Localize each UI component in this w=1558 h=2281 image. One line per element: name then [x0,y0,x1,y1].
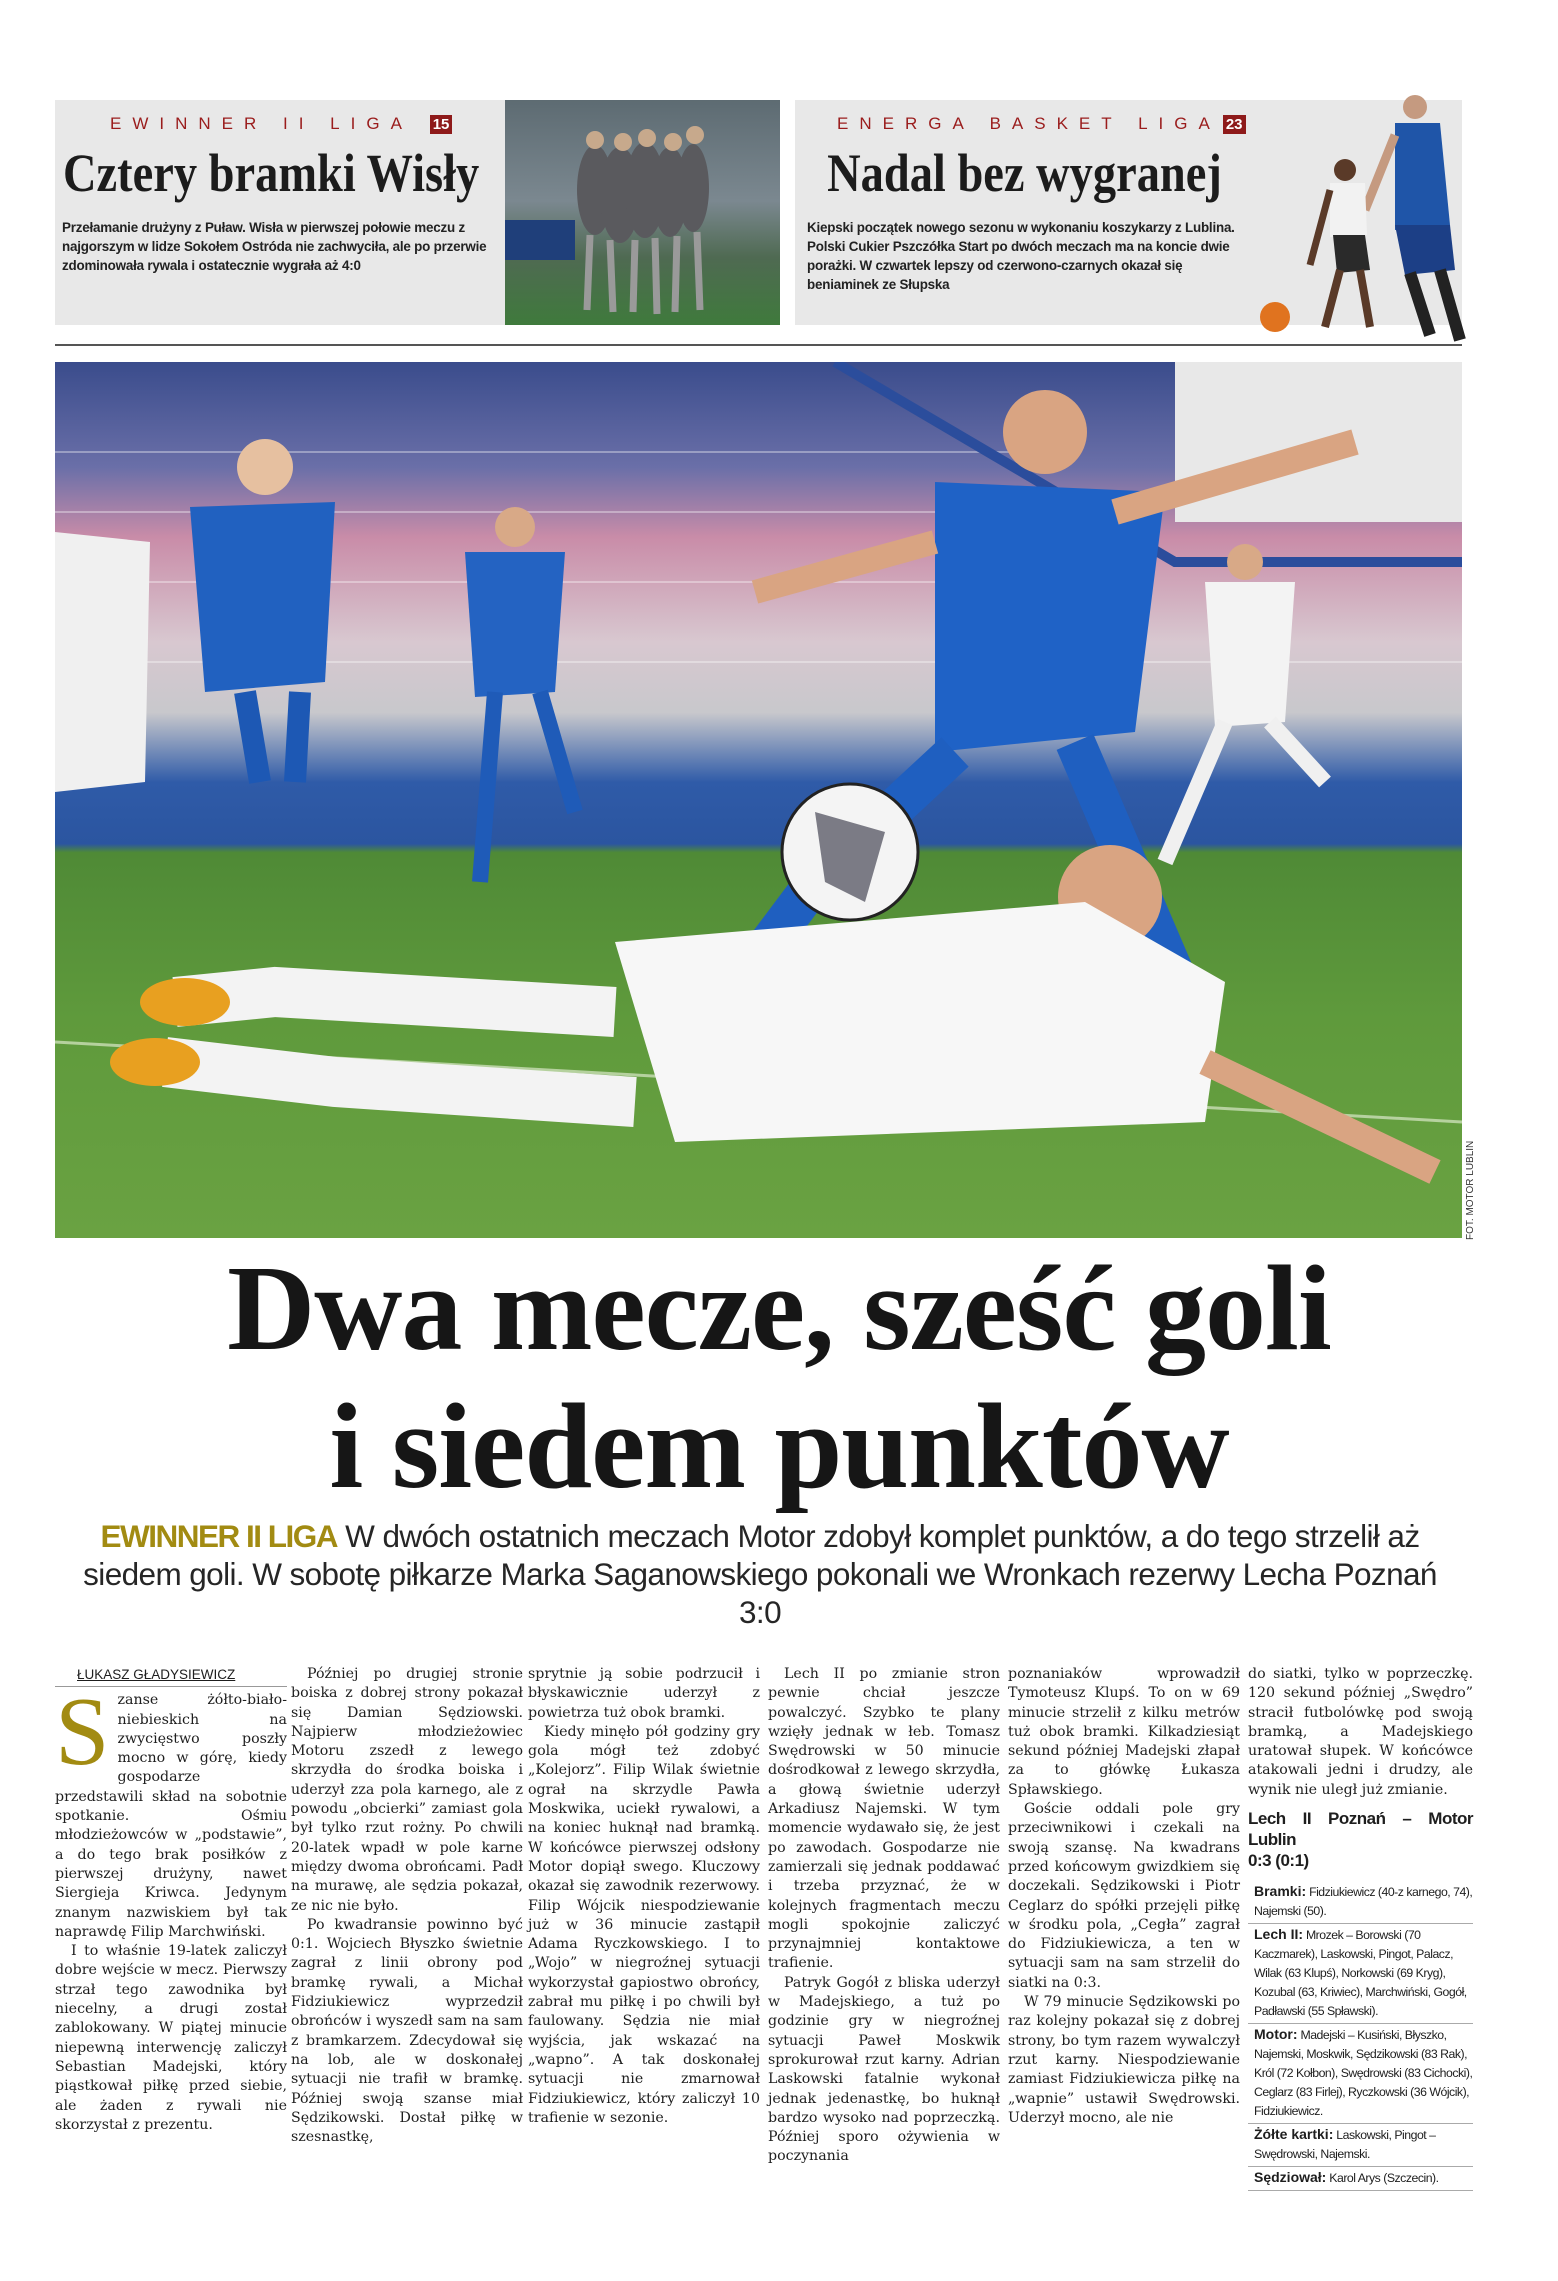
author-byline: ŁUKASZ GŁADYSIEWICZ [55,1665,287,1687]
section-divider [55,344,1462,346]
teaser-body: Kiepski początek nowego sezonu w wykonaniu koszykarzy z Lublina. Polski Cukier Pszczółka Start po dwóch meczach ma na koncie dwie porażki. W czwartek lepszy od czerwono-czarnych okazał się beniaminek ze Słupska [807,220,1235,292]
drop-cap: S [55,1678,110,1787]
headline-line-1: Dwa mecze, sześć goli [227,1241,1331,1376]
article-paragraph: Po kwadransie powinno być 0:1. Wojciech Błyszko świetnie zagrał z linii obrony pod bramkę rywali, a Michał Fidziukiewicz wyprzedził obrońców i wyszedł sam na sam z bramkarzem. Zdecydował się na lob, ale w doskonałej sytuacji nie trafił w bramkę. Później swoją szanse miał Sędzikowski. Dostał piłkę w szesnastkę, [291,1916,523,2146]
article-column-1 [55,1665,287,2190]
basketball-icon [1260,302,1290,332]
article-paragraph: Szanse żółto-biało-niebieskich na zwycięstwo poszły mocno w górę, kiedy gospodarze przedstawili skład na sobotnie spotkanie. Ośmiu młodzieżowców w „podstawie”, a do tego brak posiłków z pierwszej drużyny, nawet Siergieja Kriwca. Jedynym znanym nazwiskiem był tak naprawdę Filip Marchwiński. [55,1678,287,1940]
teaser-body: Przełamanie drużyny z Puław. Wisła w pierwszej połowie meczu z najgorszym w lidze Sokołem Ostróda nie zachwyciła, ale po przerwie zdominowała rywala i ostatecznie wygrała aż 4:0 [62,220,487,273]
article-column-5 [1008,1665,1240,2190]
deck [60,1517,1460,1631]
football-action-image [55,362,1462,1238]
article-paragraph: Kiedy minęło pół godziny gry gola mógł też zdobyć „Kolejorz”. Filip Wilak świetnie ograł na skrzydle Pawła Moskwika, uciekł rywalowi, a na koniec huknął nad bramką. W końcówce pierwszej odsłony Motor dopiął swego. Kluczowy okazał się zawodnik rezerwowy. Filip Wójcik niespodziewanie już w 36 minucie zastąpił Adama Ryczkowskiego. I to „Wojo” w niegroźnej sytuacji wykorzystał gapiostwo obrońcy, zabrał mu piłkę i po chwili był faulowany. Sędzia nie miał wyjścia, jak wskazać na „wapno”. A tak doskonałej sytuacji nie zmarnował Fidziukiewicz, który zaliczył 10 trafienie w sezonie. [528,1723,760,2126]
match-entry-lech-lineup: Lech II: Mrozek – Borowski (70 Kaczmarek), Laskowski, Pingot, Palacz, Wilak (63 Klupś), Norkowski (69 Kryg), Kozubal (63, Kriwiec), Marchwiński, Gogół, Padławski (55 Spławski). [1248,1924,1473,2024]
photo-credit: FOT. MOTOR LUBLIN [1465,1140,1476,1240]
article-paragraph: poznaniaków wprowadził Tymoteusz Klupś. To on w 69 minucie strzelił z kilku metrów tuż obok bramki. Kilkadziesiąt sekund później Madejski złapał za to główkę Łukasza Spławskiego. [1008,1666,1240,1798]
page-number-badge: 15 [430,115,453,134]
teaser-title: Cztery bramki Wisły [63,143,480,203]
kicker-label: EWINNER II LIGA [110,114,412,133]
match-box [1248,1808,1473,2191]
team-celebration-image [505,100,780,325]
kicker-label: ENERGA BASKET LIGA [837,114,1221,133]
teaser-title: Nadal bez wygranej [827,143,1222,203]
match-entry-goals: Bramki: Fidziukiewicz (40-z karnego, 74), Najemski (50). [1248,1881,1473,1924]
article-paragraph: Później po drugiej stronie boiska z dobrej strony pokazał się Damian Sędziowski. Najpierw młodzieżowiec Motoru zszedł z lewego skrzydła do środka boiska i uderzył zza pola karnego, ale z powodu „obcierki” zamiast gola był tylko rzut rożny. Po chwili 20-latek wpadł w pole karne między dwoma obrońcami. Padł na murawę, ale sędzia pokazał, ze nic nie było. [291,1666,523,1914]
article-paragraph: W 79 minucie Sędzikowski po raz kolejny pokazał się z dobrej strony, bo tym razem wywalczył rzut karny. Niespodziewanie zamiast Fidziukiewicza piłkę na „wapnie” ustawił Swędrowski. Uderzył mocno, ale nie [1008,1994,1240,2126]
article-paragraph: I to właśnie 19-latek zaliczył dobre wejście w mecz. Pierwszy strzał tego zawodnika był niecelny, a drugi został zablokowany. W piątej minucie niepewną interwencję zaliczył Sebastian Madejski, który piąstkował piłkę przed siebie, ale żaden z rywali nie skorzystał z prezentu. [55,1943,287,2133]
match-score: 0:3 (0:1) [1248,1851,1309,1871]
article-paragraph: Lech II po zmianie stron pewnie chciał jeszcze powalczyć. Szybko te plany wzięły jednak w łeb. Tomasz Swędrowski w 50 minucie dośrodkował z lewego skrzydła, a głową świetnie uderzył Arkadiusz Najemski. W tym momencie wydawało się, że jest po zawodach. Gospodarze nie zamierzali się jednak poddawać i trzeba przyznać, że w kolejnych fragmentach meczu mogli spokojnie zaliczyć przynajmniej kontaktowe trafienie. [768,1666,1000,1972]
basketball-players-image [1245,95,1462,345]
headline-line-2: i siedem punktów [329,1379,1229,1514]
article-paragraph: sprytnie ją sobie podrzucił i błyskawicznie uderzył z powietrza tuż obok bramki. [528,1666,760,1721]
article-paragraph: Goście oddali pole gry przeciwnikowi i czekali na swoją szansę. Na kwadrans przed końcowym gwizdkiem się doczekali. Sędzikowski i Piotr Ceglarz do spółki przejęli piłkę w środku pola, „Cegła” zagrał do Fidziukiewicza, a ten w sytuacji sam na sam strzelił do siatki na 0:3. [1008,1801,1240,1991]
article-column-3 [528,1665,760,2190]
teaser-start[interactable] [795,100,1462,325]
match-entry-motor-lineup: Motor: Madejski – Kusiński, Błyszko, Najemski, Moskwik, Sędzikowski (83 Rak), Król (72 Kołbon), Swędrowski (83 Cichocki), Ceglarz (83 Firlej), Ryczkowski (36 Wójcik), Fidziukiewicz. [1248,2024,1473,2124]
match-box-title: Lech II Poznań – Motor Lublin 0:3 (0:1) [1248,1809,1473,1871]
article-column-4 [768,1665,1000,2190]
teaser-kicker [110,114,452,134]
article-column-6 [1248,1665,1473,2190]
match-entry-yellow-cards: Żółte kartki: Laskowski, Pingot – Swędrowski, Najemski. [1248,2124,1473,2167]
article-paragraph: do siatki, tylko w poprzeczkę. 120 sekund później „Swędro” stracił futbolówkę pod swoją bramką, a Madejskiego uratował słupek. W końcówce atakowali jedni i drudzy, ale wynik nie uległ już zmianie. [1248,1666,1473,1798]
deck-text: W dwóch ostatnich meczach Motor zdobył komplet punktów, a do tego strzelił aż siedem goli. W sobotę piłkarze Marka Saganowskiego pokonali we Wronkach rezerwy Lecha Poznań 3:0 [83,1518,1437,1630]
page-number-badge: 23 [1223,115,1246,134]
teaser-kicker [837,114,1246,134]
article-column-2 [291,1665,523,2190]
teaser-wisla[interactable] [55,100,505,325]
match-entry-referee: Sędziował: Karol Arys (Szczecin). [1248,2167,1473,2191]
headline [0,1241,1558,1514]
article-paragraph: Patryk Gogół z bliska uderzył w Madejskiego, a tuż po godzinie gry w niegroźnej sytuacji Paweł Moskwik sprokurował rzut karny. Adrian Laskowski fatalnie wykonał jednak jedenastkę, bo huknął bardzo wysoko nad poprzeczką. Później sporo ożywienia w poczynania [768,1974,1000,2165]
main-photo [55,362,1462,1238]
teaser-photo-wisla [505,100,780,325]
deck-tag: EWINNER II LIGA [100,1518,337,1554]
